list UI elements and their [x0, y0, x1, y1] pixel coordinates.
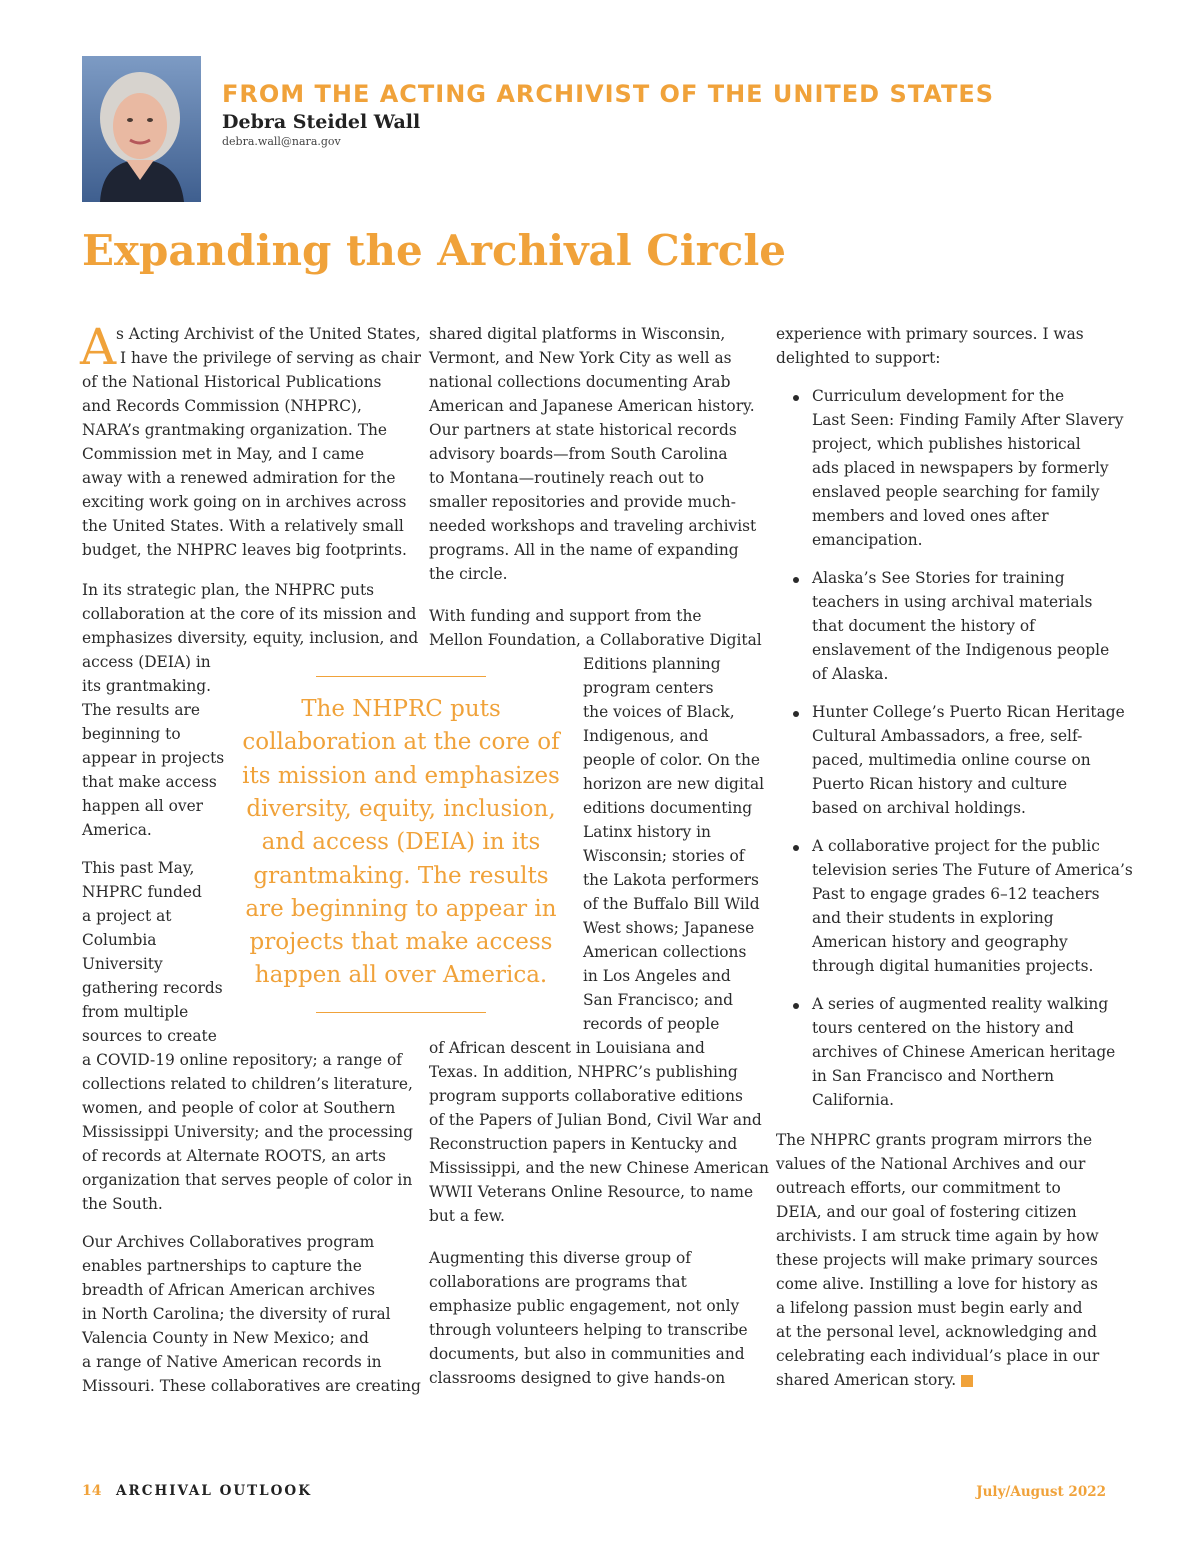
bullet-icon	[793, 1003, 799, 1009]
column-kicker: FROM THE ACTING ARCHIVIST OF THE UNITED STATES	[222, 80, 995, 108]
body-line: emphasize public engagement, not only	[429, 1297, 740, 1315]
body-line: records of people	[583, 1015, 720, 1033]
body-line: program centers	[583, 679, 714, 697]
body-line: Missouri. These collaboratives are creating	[82, 1377, 421, 1395]
body-line: programs. All in the name of expanding	[429, 541, 739, 559]
body-line: budget, the NHPRC leaves big footprints.	[82, 541, 407, 559]
pull-quote-line: projects that make access	[249, 929, 553, 956]
body-line: NHPRC funded	[82, 883, 202, 901]
bullet-line: Puerto Rican history and culture	[812, 775, 1068, 793]
body-line: needed workshops and traveling archivist	[429, 517, 757, 535]
body-line: and Records Commission (NHPRC),	[82, 397, 362, 415]
body-line: DEIA, and our goal of fostering citizen	[776, 1203, 1077, 1221]
body-line: the United States. With a relatively small	[82, 517, 404, 535]
bullet-line: based on archival holdings.	[812, 799, 1026, 817]
body-line: exciting work going on in archives across	[82, 493, 407, 511]
body-line: the Lakota performers	[583, 871, 759, 889]
bullet-icon	[793, 845, 799, 851]
body-line: but a few.	[429, 1207, 505, 1225]
body-line: values of the National Archives and our	[776, 1155, 1086, 1173]
body-line: collaborations are programs that	[429, 1273, 687, 1291]
page-number: 14	[82, 1483, 102, 1499]
body-line: of the Papers of Julian Bond, Civil War and	[429, 1111, 762, 1129]
body-line: Texas. In addition, NHPRC’s publishing	[429, 1063, 738, 1081]
bullet-line: enslavement of the Indigenous people	[812, 641, 1110, 659]
body-line: from multiple	[82, 1003, 189, 1021]
bullet-line: ads placed in newspapers by formerly	[812, 459, 1109, 477]
body-line: celebrating each individual’s place in our	[776, 1347, 1100, 1365]
body-line: access (DEIA) in	[82, 653, 211, 671]
bullet-line: through digital humanities projects.	[812, 957, 1094, 975]
body-line: Mellon Foundation, a Collaborative Digital	[429, 631, 762, 649]
body-line: Commission met in May, and I came	[82, 445, 365, 463]
bullet-line: enslaved people searching for family	[812, 483, 1100, 501]
body-line: that make access	[82, 773, 217, 791]
pull-quote-line: grantmaking. The results	[253, 862, 549, 889]
body-line: With funding and support from the	[429, 607, 702, 625]
issue-date: July/August 2022	[976, 1484, 1106, 1500]
body-line: shared American story.	[776, 1371, 957, 1389]
bullet-line: A series of augmented reality walking	[812, 995, 1109, 1013]
body-line: American and Japanese American history.	[429, 397, 755, 415]
body-line: shared digital platforms in Wisconsin,	[429, 325, 726, 343]
body-line: Wisconsin; stories of	[583, 847, 745, 865]
body-line: at the personal level, acknowledging and	[776, 1323, 1098, 1341]
body-line: advisory boards—from South Carolina	[429, 445, 728, 463]
body-line: in Los Angeles and	[583, 967, 731, 985]
body-line: archivists. I am struck time again by how	[776, 1227, 1099, 1245]
pull-quote-rule-top	[316, 676, 486, 677]
bullet-line: California.	[812, 1091, 895, 1109]
bullet-icon	[793, 711, 799, 717]
body-line: a lifelong passion must begin early and	[776, 1299, 1083, 1317]
body-line: collections related to children’s literature,	[82, 1075, 413, 1093]
bullet-line: television series The Future of America’s	[812, 861, 1133, 879]
body-line: Augmenting this diverse group of	[429, 1249, 691, 1267]
body-line: the circle.	[429, 565, 508, 583]
author-photo	[82, 56, 201, 202]
body-line: the voices of Black,	[583, 703, 735, 721]
bullet-line: Last Seen: Finding Family After Slavery	[812, 411, 1124, 429]
body-line: of the Buffalo Bill Wild	[583, 895, 760, 913]
body-line: NARA’s grantmaking organization. The	[82, 421, 387, 439]
body-line: s Acting Archivist of the United States,	[116, 325, 421, 343]
body-line: America.	[82, 821, 152, 839]
body-line: collaboration at the core of its mission and	[82, 605, 417, 623]
body-line: national collections documenting Arab	[429, 373, 731, 391]
bullet-line: in San Francisco and Northern	[812, 1067, 1054, 1085]
pull-quote-line: and access (DEIA) in its	[261, 829, 541, 856]
pull-quote-line: The NHPRC puts	[301, 696, 501, 722]
bullet-line: Past to engage grades 6–12 teachers	[812, 885, 1100, 903]
body-line: gathering records	[82, 979, 223, 997]
body-line: editions documenting	[583, 799, 753, 817]
body-line: people of color. On the	[583, 751, 761, 769]
body-line: women, and people of color at Southern	[82, 1099, 396, 1117]
body-line: classrooms designed to give hands-on	[429, 1369, 726, 1387]
body-line: its grantmaking.	[82, 677, 212, 695]
bullet-line: American history and geography	[812, 933, 1068, 951]
bullet-icon	[793, 395, 799, 401]
body-line: Our partners at state historical records	[429, 421, 737, 439]
bullet-line: emancipation.	[812, 531, 923, 549]
body-line: breadth of African American archives	[82, 1281, 375, 1299]
body-line: come alive. Instilling a love for history as	[776, 1275, 1098, 1293]
body-line: documents, but also in communities and	[429, 1345, 745, 1363]
body-line: of the National Historical Publications	[82, 373, 382, 391]
bullet-line: that document the history of	[812, 617, 1035, 635]
body-line: emphasizes diversity, equity, inclusion, and	[82, 629, 419, 647]
body-line: the South.	[82, 1195, 163, 1213]
body-line: San Francisco; and	[583, 991, 733, 1009]
pull-quote-line: diversity, equity, inclusion,	[246, 795, 556, 822]
bullet-line: and their students in exploring	[812, 909, 1054, 927]
body-line: away with a renewed admiration for the	[82, 469, 396, 487]
body-line: organization that serves people of color in	[82, 1171, 413, 1189]
publication-name: ARCHIVAL OUTLOOK	[116, 1483, 312, 1499]
body-line: The results are	[82, 701, 200, 719]
body-line: program supports collaborative editions	[429, 1087, 743, 1105]
body-line: In its strategic plan, the NHPRC puts	[82, 581, 375, 599]
body-line: delighted to support:	[776, 349, 941, 367]
bullet-line: Cultural Ambassadors, a free, self-	[812, 727, 1083, 745]
body-line: This past May,	[82, 859, 195, 877]
bullet-line: tours centered on the history and	[812, 1019, 1074, 1037]
bullet-line: of Alaska.	[812, 665, 889, 683]
body-line: of records at Alternate ROOTS, an arts	[82, 1147, 386, 1165]
pull-quote-line: collaboration at the core of	[242, 729, 560, 756]
body-line: appear in projects	[82, 749, 225, 767]
body-line: Valencia County in New Mexico; and	[82, 1329, 369, 1347]
bullet-line: archives of Chinese American heritage	[812, 1043, 1116, 1061]
bullet-line: A collaborative project for the public	[812, 837, 1100, 855]
body-line: beginning to	[82, 725, 181, 743]
pull-quote-line: are beginning to appear in	[245, 895, 557, 922]
body-line: I have the privilege of serving as chair	[120, 349, 421, 367]
body-line: in North Carolina; the diversity of rural	[82, 1305, 391, 1323]
bullet-line: project, which publishes historical	[812, 435, 1081, 453]
body-line: American collections	[583, 943, 747, 961]
drop-cap: A	[80, 318, 117, 376]
body-line: Reconstruction papers in Kentucky and	[429, 1135, 738, 1153]
body-line: to Montana—routinely reach out to	[429, 469, 705, 487]
article-headline: Expanding the Archival Circle	[82, 226, 787, 275]
body-line: Mississippi University; and the processing	[82, 1123, 413, 1141]
bullet-line: teachers in using archival materials	[812, 593, 1093, 611]
bullet-line: paced, multimedia online course on	[812, 751, 1091, 769]
body-line: outreach efforts, our commitment to	[776, 1179, 1061, 1197]
pull-quote-rule-bottom	[316, 1012, 486, 1013]
body-line: Editions planning	[583, 655, 721, 673]
body-line: The NHPRC grants program mirrors the	[776, 1131, 1093, 1149]
body-line: a range of Native American records in	[82, 1353, 382, 1371]
bullet-line: Alaska’s See Stories for training	[812, 569, 1065, 587]
body-line: happen all over	[82, 797, 204, 815]
bullet-line: Hunter College’s Puerto Rican Heritage	[812, 703, 1125, 721]
pull-quote-line: its mission and emphasizes	[242, 762, 560, 789]
body-line: Indigenous, and	[583, 727, 709, 745]
body-line: experience with primary sources. I was	[776, 325, 1084, 343]
body-line: enables partnerships to capture the	[82, 1257, 362, 1275]
body-line: Mississippi, and the new Chinese American	[429, 1159, 769, 1177]
body-line: these projects will make primary sources	[776, 1251, 1098, 1269]
body-line: horizon are new digital	[583, 775, 765, 793]
body-line: through volunteers helping to transcribe	[429, 1321, 748, 1339]
bullet-icon	[793, 577, 799, 583]
body-line: WWII Veterans Online Resource, to name	[429, 1183, 754, 1201]
body-line: Our Archives Collaboratives program	[82, 1233, 375, 1251]
bullet-line: members and loved ones after	[812, 507, 1049, 525]
bullet-line: Curriculum development for the	[812, 387, 1065, 405]
body-line: Vermont, and New York City as well as	[429, 349, 732, 367]
body-line: smaller repositories and provide much-	[429, 493, 736, 511]
body-line: a COVID-19 online repository; a range of	[82, 1051, 402, 1069]
body-line: sources to create	[82, 1027, 217, 1045]
end-of-article-mark	[961, 1375, 973, 1387]
body-line: University	[82, 955, 163, 973]
author-email[interactable]: debra.wall@nara.gov	[222, 135, 341, 148]
body-line: of African descent in Louisiana and	[429, 1039, 705, 1057]
pull-quote-line: happen all over America.	[254, 962, 548, 989]
body-line: Columbia	[82, 931, 157, 949]
body-line: Latinx history in	[583, 823, 711, 841]
body-line: West shows; Japanese	[583, 919, 755, 937]
author-name: Debra Steidel Wall	[222, 111, 421, 133]
body-line: a project at	[82, 907, 172, 925]
